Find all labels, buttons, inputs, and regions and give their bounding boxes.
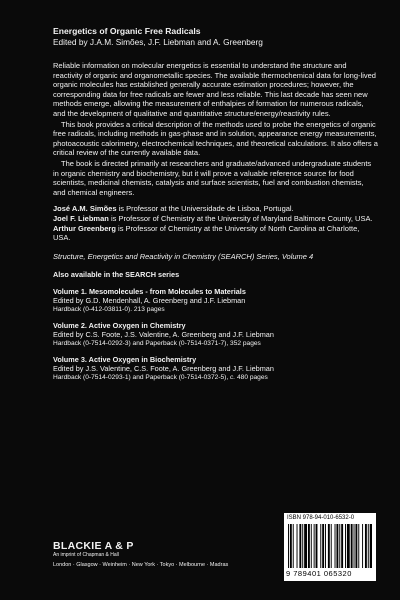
book-title: Energetics of Organic Free Radicals: [53, 26, 201, 36]
barcode-bar: [325, 524, 326, 568]
author-bio: is Professor of Chemistry at the University of Maryland Baltimore County, USA.: [108, 213, 373, 223]
volume-editors: Edited by G.D. Mendenhall, A. Greenberg and J.F. Liebman: [53, 296, 246, 306]
barcode-bar: [341, 524, 343, 568]
barcode-bar: [331, 524, 332, 568]
edition-text: Hardback (0-7514-0293-1) and Paperback (0-7514-0372-5),: [53, 374, 231, 382]
volume-title: Volume 3. Active Oxygen in Biochemistry: [53, 355, 197, 365]
barcode-bar: [311, 524, 312, 568]
author-name: Arthur Greenberg: [53, 223, 116, 233]
series-statement: Structure, Energetics and Reactivity in Chemistry (SEARCH) Series, Volume 4: [53, 251, 314, 261]
barcode-bar: [355, 524, 357, 568]
author-bio: is Professor at the Universidade de Lisboa, Portugal.: [116, 204, 294, 214]
barcode-bar: [370, 524, 372, 568]
publisher-cities: London · Glasgow · Weinheim · New York · Tokyo · Melbourne · Madras: [53, 562, 229, 568]
volume-edition-info: [53, 373, 378, 382]
barcode-bar: [299, 524, 301, 568]
author-bio: is Professor of Chemistry at the University of North Carolina at Charlotte, USA.: [53, 223, 360, 243]
publisher-imprint: An imprint of Chapman & Hall: [53, 552, 119, 558]
volume-title: Volume 2. Active Oxygen in Chemistry: [53, 321, 186, 331]
barcode-bar: [368, 524, 369, 568]
volume-title: Volume 1. Mesomolecules - from Molecules to Materials: [53, 287, 246, 297]
also-available-heading: Also available in the SEARCH series: [53, 270, 180, 280]
volume-editors: Edited by C.S. Foote, J.S. Valentine, A. Greenberg and J.F. Liebman: [53, 330, 274, 340]
page-count: 480 pages: [235, 374, 268, 382]
description-paragraph-1: Reliable information on molecular energetics is essential to understand the structure and reactivity of organic and organometallic species. The available thermochemical data for long-lived organic molecules has established generally accurate estimation procedures; however, the corresponding data for free radicals are fewer and less reliable. This last decade has seen new methods emerge, allowing the measurement of enthalpies of formation for numerous radicals, and the development of qualitative and quantitative structure/energy/reactivity rules.: [53, 61, 376, 118]
barcode-bar: [336, 524, 338, 568]
barcode-bar: [314, 524, 315, 568]
barcode-bar: [365, 524, 367, 568]
volume-edition-info: Hardback (0-7514-0292-3) and Paperback (0-7514-0371-7), 352 pages: [53, 340, 261, 348]
barcode-bar: [328, 524, 330, 568]
isbn-barcode: [284, 513, 376, 581]
barcode-bar: [358, 524, 359, 568]
publisher-logo-text: BLACKIE A & P: [53, 540, 134, 552]
barcode-bar: [316, 524, 318, 568]
book-editors: Edited by J.A.M. Simões, J.F. Liebman and A. Greenberg: [53, 37, 263, 47]
volume-editors: Edited by J.S. Valentine, C.S. Foote, A. Greenberg and J.F. Liebman: [53, 364, 274, 374]
barcode-digits: 9 789401 065320: [286, 569, 352, 578]
barcode-bar: [308, 524, 310, 568]
circa-abbrev: c.: [230, 374, 236, 382]
publisher-block: [53, 540, 228, 570]
barcode-bar: [347, 524, 350, 568]
back-cover-text: [53, 26, 378, 389]
barcode-bar: [288, 524, 289, 568]
barcode-bar: [304, 524, 307, 568]
barcode-bar: [354, 524, 355, 568]
barcode-bar: [293, 524, 294, 568]
barcode-bar: [351, 524, 353, 568]
author-name: Joel F. Liebman: [53, 213, 109, 223]
barcode-bar: [362, 524, 363, 568]
barcode-bars-icon: [288, 524, 372, 568]
volume-entry: [53, 355, 378, 382]
author-name: José A.M. Simões: [53, 204, 117, 214]
volume-edition-info: Hardback (0-412-03811-0). 213 pages: [53, 306, 165, 314]
isbn-label: ISBN 978-94-010-6532-0: [287, 515, 355, 521]
barcode-bar: [320, 524, 321, 568]
barcode-bar: [302, 524, 303, 568]
description-paragraph-2: This book provides a critical description of the methods used to probe the energetics of organic free radicals, including methods in gas-phase and in solution, appearance energy measurements, photoacoustic calorimetry, electrochemical techniques, and theoretical calculations. It also offers a critical review of the currently available data.: [53, 119, 378, 158]
author-bios: [53, 204, 378, 242]
description-paragraph-3: The book is directed primarily at researchers and graduate/advanced undergraduate students in organic chemistry and biochemistry, but it will prove a valuable reference source for food scientists, medicinal chemists, catalysis and surface scientists, fuel and combustion chemists, and chemical engineers.: [53, 158, 372, 197]
barcode-bar: [322, 524, 324, 568]
volume-entry: [53, 287, 378, 314]
barcode-bar: [339, 524, 340, 568]
barcode-bar: [297, 524, 298, 568]
barcode-bar: [345, 524, 346, 568]
volume-entry: [53, 321, 378, 348]
barcode-bar: [290, 524, 292, 568]
barcode-bar: [335, 524, 336, 568]
